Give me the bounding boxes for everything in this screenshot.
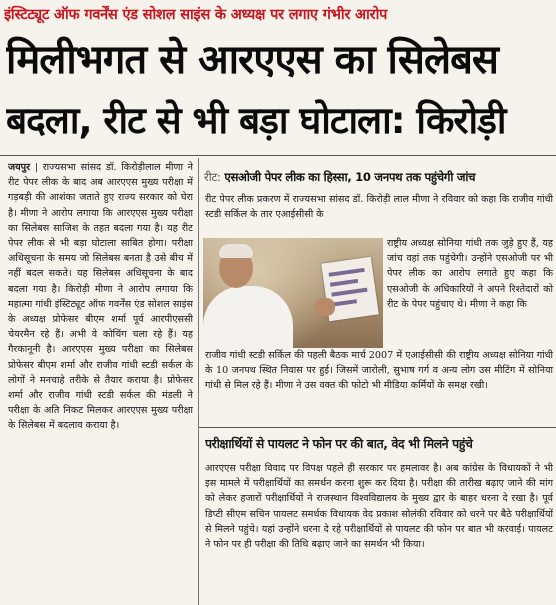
dateline: जयपुर bbox=[8, 162, 31, 173]
side-story-body-top: रीट पेपर लीक प्रकरण में राज्यसभा सांसद डॉ. किरोड़ी लाल मीणा ने रविवार को कहा कि राजीव गांधी स्टडी सर्किल के तार एआईसीसी के bbox=[205, 194, 553, 221]
dateline-separator: | bbox=[30, 162, 43, 173]
main-story-body: राज्यसभा सांसद डॉ. किरोड़ीलाल मीणा ने रीट पेपर लीक के बाद अब आरएएस मुख्य परीक्षा में गड़बड़ी की आशंका जताते हुए राज्य सरकार को घेरा है। मीणा ने आरोप लगाया कि आरएएस मुख्य परीक्षा का सिलेबस साजिश के तहत बदला गया है। यह रीट पेपर लीक से भी बड़ा घोटाला साबित होगा। परीक्षा अधिसूचना के समय जो सिलेबस बनता है उसे बीच में नहीं बदल सकते। यह सिलेबस अधिसूचना के बाद बदला गया है। किरोड़ी मीणा ने आरोप लगाया कि महात्मा गांधी इंस्टिट्यूट ऑफ गवर्नेंस एंड सोशल साइंस के अध्यक्ष प्रोफेसर बीएम शर्मा पूर्व आरपीएससी चेयरमैन रहे हैं। अभी वे कोचिंग चला रहे हैं। यह गैरकानूनी है। आरएएस मुख्य परीक्षा का सिलेबस प्रोफेसर बीएम शर्मा और राजीव गांधी स्टडी सर्कल के लोगों ने मनचाहे तरीके से तैयार कराया है। प्रोफेसर शर्मा और राजीव गांधी स्टडी सर्कल की मंडली ने परीक्षा के अति निकट मिलकर आरएएस मुख्य परीक्षा के सिलेबस में बदलाव कराया है। bbox=[8, 162, 193, 432]
third-story-rule bbox=[199, 427, 556, 428]
side-story-headline bbox=[204, 166, 554, 188]
side-story-body-bottom: राजीव गांधी स्टडी सर्किल की पहली बैठक मार्च 2007 में एआईसीसी की राष्ट्रीय अध्यक्ष सोनिया गांधी के 10 जनपथ स्थित निवास पर हुई। जिसमें जारोली, सुभाष गर्ग व अन्य लोग उस मीटिंग में सोनिया गांधी से मिल रहे हैं। मीणा ने उस वक्त की फोटो भी मीडिया कर्मियों के समक्ष रखी। bbox=[205, 350, 553, 392]
main-story-column bbox=[8, 160, 193, 605]
third-story-headline: परीक्षार्थियों से पायलट ने फोन पर की बात, वेद भी मिलने पहुंचे bbox=[205, 436, 473, 451]
third-story-body: आरएएस परीक्षा विवाद पर विपक्ष पहले ही सरकार पर हमलावर है। अब कांग्रेस के विधायकों ने भी इस मामले में परीक्षार्थियों का समर्थन करना शुरू कर दिया है। परीक्षा की तारीख बढ़ाए जाने की मांग को लेकर हजारों परीक्षार्थियों ने राजस्थान विश्वविद्यालय के मुख्य द्वार के बाहर धरना दे रखा है। पूर्व डिप्टी सीएम सचिन पायलट समर्थक विधायक वेद प्रकाश सोलंकी रविवार को धरने पर बैठे परीक्षार्थियों से मिलने पहुंचे। यहां उन्होंने धरना दे रहे परीक्षार्थियों से पायलट की फोन पर बात भी करवाई। पायलट ने फोन पर ही परीक्षा की तिथि बढ़ाए जाने का समर्थन भी किया। bbox=[205, 463, 553, 551]
headline-line-1: मिलीभगत से आरएएस का सिलेबस bbox=[6, 37, 498, 83]
headline-rule bbox=[0, 155, 556, 156]
column-rule bbox=[198, 158, 199, 605]
headline-line-2: बदला, रीट से भी बड़ा घोटाला: किरोड़ी bbox=[6, 99, 506, 142]
kicker-line: इंस्टिट्यूट ऑफ गवर्नेंस एंड सोशल साइंस के अध्यक्ष पर लगाए गंभीर आरोप bbox=[4, 7, 388, 23]
side-story-tag: रीट: bbox=[204, 170, 221, 184]
side-story-body-right: राष्ट्रीय अध्यक्ष सोनिया गांधी तक जुड़े हुए हैं, यह जांच वहां तक पहुंचेगी। उन्होंने एसओजी पर भी पेपर लीक का आरोप लगाते हुए कहा कि एसओजी के अधिकारियों ने अपने रिश्तेदारों को रीट के पेपर पहुंचाए थे। मीणा ने कहा कि bbox=[387, 238, 553, 310]
side-story-headline-text: एसओजी पेपर लीक का हिस्सा, 10 जनपथ तक पहुंचेगी जांच bbox=[220, 170, 476, 184]
politician-photo bbox=[203, 238, 383, 348]
